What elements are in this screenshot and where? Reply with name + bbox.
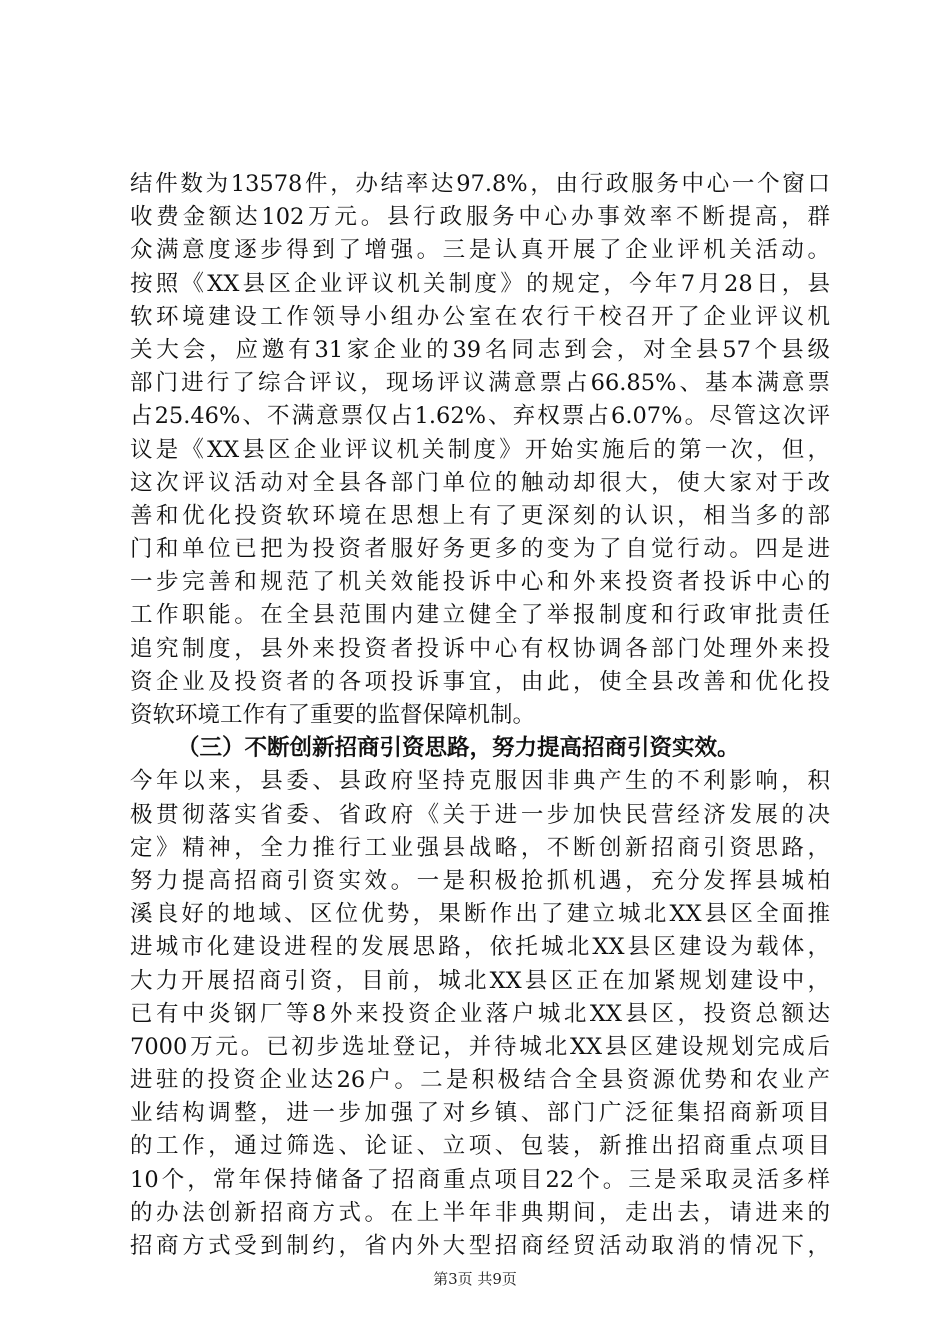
text-line: 善和优化投资软环境在思想上有了更深刻的认识，相当多的部 bbox=[130, 502, 830, 529]
text-line: 极贯彻落实省委、省政府《关于进一步加快民营经济发展的决 bbox=[130, 801, 830, 828]
text-line: 一步完善和规范了机关效能投诉中心和外来投资者投诉中心的 bbox=[130, 569, 830, 596]
text-line: 溪良好的地域、区位优势，果断作出了建立城北XX县区全面推 bbox=[130, 901, 830, 928]
text-line: 进城市化建设进程的发展思路，依托城北XX县区建设为载体， bbox=[130, 934, 830, 961]
text-line: 7000万元。已初步选址登记，并待城北XX县区建设规划完成后 bbox=[130, 1033, 830, 1060]
text-line: 议是《XX县区企业评议机关制度》开始实施后的第一次，但， bbox=[130, 436, 830, 463]
text-line: 关大会，应邀有31家企业的39名同志到会，对全县57个县级 bbox=[130, 336, 830, 363]
text-line: 收费金额达102万元。县行政服务中心办事效率不断提高，群 bbox=[130, 204, 830, 231]
body-text bbox=[130, 168, 830, 1263]
text-line: 追究制度，县外来投资者投诉中心有权协调各部门处理外来投 bbox=[130, 635, 830, 662]
text-line: 占25.46%、不满意票仅占1.62%、弃权票占6.07%。尽管这次评 bbox=[130, 403, 830, 430]
text-line: 今年以来，县委、县政府坚持克服因非典产生的不利影响，积 bbox=[130, 768, 830, 795]
page-number-footer: 第3页 共9页 bbox=[433, 1270, 517, 1288]
text-line: 资软环境工作有了重要的监督保障机制。 bbox=[130, 702, 536, 728]
text-line: 进驻的投资企业达26户。二是积极结合全县资源优势和农业产 bbox=[130, 1067, 830, 1094]
text-line: 业结构调整，进一步加强了对乡镇、部门广泛征集招商新项目 bbox=[130, 1100, 830, 1127]
text-line: 工作职能。在全县范围内建立健全了举报制度和行政审批责任 bbox=[130, 602, 830, 629]
text-line: 结件数为13578件，办结率达97.8%，由行政服务中心一个窗口 bbox=[130, 171, 830, 197]
text-line: 的工作，通过筛选、论证、立项、包装，新推出招商重点项目 bbox=[130, 1133, 830, 1160]
text-line: 大力开展招商引资，目前，城北XX县区正在加紧规划建设中， bbox=[130, 967, 830, 994]
text-line: 这次评议活动对全县各部门单位的触动却很大，使大家对于改 bbox=[130, 469, 830, 496]
text-line: 众满意度逐步得到了增强。三是认真开展了企业评机关活动。 bbox=[130, 237, 830, 264]
text-line: 软环境建设工作领导小组办公室在农行干校召开了企业评议机 bbox=[130, 303, 830, 330]
text-line: 招商方式受到制约，省内外大型招商经贸活动取消的情况下， bbox=[130, 1233, 830, 1259]
text-line: 门和单位已把为投资者服好务更多的变为了自觉行动。四是进 bbox=[130, 536, 830, 563]
text-line: 努力提高招商引资实效。一是积极抢抓机遇，充分发挥县城柏 bbox=[130, 867, 830, 894]
text-line: 10个，常年保持储备了招商重点项目22个。三是采取灵活多样 bbox=[130, 1166, 830, 1193]
text-line: 按照《XX县区企业评议机关制度》的规定，今年7月28日，县 bbox=[130, 270, 830, 297]
text-line: 资企业及投资者的各项投诉事宜，由此，使全县改善和优化投 bbox=[130, 668, 830, 695]
text-line: 部门进行了综合评议，现场评议满意票占66.85%、基本满意票 bbox=[130, 370, 830, 397]
text-line: 的办法创新招商方式。在上半年非典期间，走出去，请进来的 bbox=[130, 1199, 830, 1226]
section-heading: （三）不断创新招商引资思路，努力提高招商引资实效。 bbox=[177, 735, 740, 762]
text-line: 定》精神，全力推行工业强县战略，不断创新招商引资思路， bbox=[130, 834, 830, 861]
text-line: 已有中炎钢厂等8外来投资企业落户城北XX县区，投资总额达 bbox=[130, 1000, 830, 1027]
